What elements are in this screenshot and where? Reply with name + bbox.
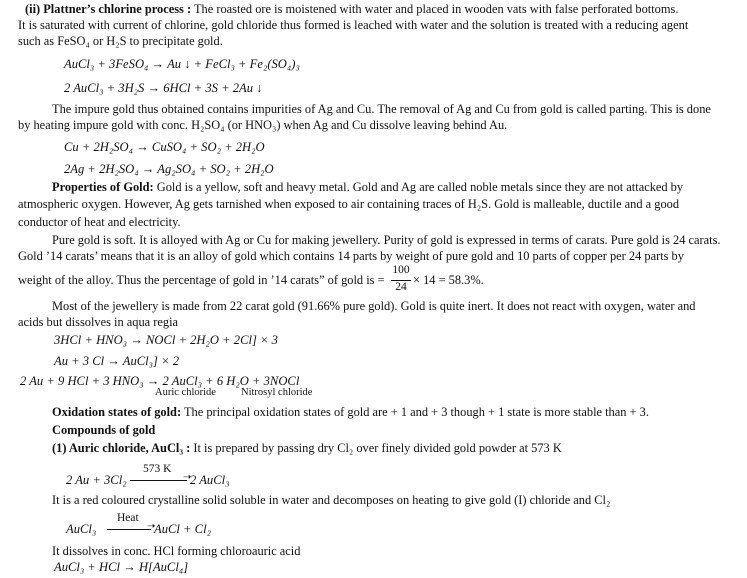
chloroauric-line: It dissolves in conc. HCl forming chloroauric acid [52, 544, 301, 558]
carat-line-2: Gold ’14 carats’ means that it is an alloy of gold which contains 14 parts by weight of pure gold and 10 parts of copper per 24 parts by [18, 249, 684, 263]
carat-line-3: weight of the alloy. Thus the percentage of gold in ’14 carats” of gold is = [18, 273, 385, 287]
plattner-text: The roasted ore is moistened with water and placed in wooden vats with false perforated bottoms. [193, 2, 679, 16]
properties-line-3: conductor of heat and electricity. [18, 215, 181, 229]
jewellery-line-2: acids but dissolves in aqua regia [18, 315, 179, 329]
equation-3: Cu + 2H₂SO₄ → CuSO₄ + SO₂ + 2H₂O [64, 140, 265, 154]
plattner-line-1 [25, 1, 678, 17]
equation-7: 2 Au + 9 HCl + 3 HNO₃ → 2 AuCl₃ + 6 H₂O + 3NOCl [20, 374, 300, 388]
carat-line-1: Pure gold is soft. It is alloyed with Ag or Cu for making jewellery. Purity of gold is expressed in terms of carats. Pure gold is 24 carats. [52, 233, 721, 247]
equation-8-left: 2 Au + 3Cl₂ [66, 473, 127, 487]
plattner-line-2: It is saturated with current of chlorine, gold chloride thus formed is leached with water and the solution is treated with a reducing agent [18, 18, 689, 32]
properties-line-2: atmospheric oxygen. However, Ag gets tarnished when exposed to air containing traces of H₂S. Gold is malleable, ductile and a good [18, 197, 680, 211]
oxidation-heading: Oxidation states of gold: [52, 405, 182, 419]
equation-6: Au + 3 Cl → AuCl₃] × 2 [54, 354, 180, 368]
equation-8-arrow-shaft [130, 480, 187, 481]
parting-line-2: by heating impure gold with conc. H₂SO₄ (or HNO₃) when Ag and Cu dissolve leaving behind Au. [18, 118, 508, 132]
equation-9-condition: Heat [117, 512, 139, 524]
oxidation-line [52, 404, 649, 420]
plattner-heading: (ii) Plattner’s chlorine process : [25, 2, 192, 16]
equation-8-arrow-head: ➝ [183, 472, 192, 483]
auric-chloride-text: It is prepared by passing dry Cl₂ over finely divided gold powder at 573 K [193, 441, 562, 455]
equation-4: 2Ag + 2H₂SO₄ → Ag₂SO₄ + SO₂ + 2H₂O [64, 162, 274, 176]
equation-10: AuCl₃ + HCl → H[AuCl₄] [54, 560, 189, 574]
equation-2: 2 AuCl₃ + 3H₂S → 6HCl + 3S + 2Au ↓ [64, 81, 263, 95]
auric-chloride-line [52, 440, 562, 456]
properties-text: Gold is a yellow, soft and heavy metal. Gold and Ag are called noble metals since they are not attacked by [156, 180, 684, 194]
equation-9-right: AuCl + Cl₂ [154, 522, 211, 536]
fraction-numerator: 100 [392, 264, 410, 276]
label-auric-chloride: Auric chloride [155, 387, 216, 398]
equation-9-arrow-head: ➝ [147, 521, 156, 532]
equation-8-condition: 573 K [143, 463, 172, 475]
oxidation-text: The principal oxidation states of gold are + 1 and + 3 though + 1 state is more stable than + 3. [183, 405, 649, 419]
equation-9-arrow-shaft [107, 529, 151, 530]
parting-line-1: The impure gold thus obtained contains impurities of Ag and Cu. The removal of Ag and Cu from gold is called parting. This is done [52, 102, 711, 116]
auric-chloride-properties: It is a red coloured crystalline solid soluble in water and decomposes on heating to give gold (I) chloride and Cl₂ [52, 493, 611, 507]
label-nitrosyl-chloride: Nitrosyl chloride [241, 387, 313, 398]
jewellery-line-1: Most of the jewellery is made from 22 carat gold (91.66% pure gold). Gold is quite inert. It does not react with oxygen, water and [52, 299, 696, 313]
equation-5: 3HCl + HNO₃ → NOCl + 2H₂O + 2Cl] × 3 [54, 333, 278, 347]
equation-1: AuCl₃ + 3FeSO₄ → Au ↓ + FeCl₃ + Fe₂(SO₄)₃ [64, 57, 300, 71]
carat-result: × 14 = 58.3%. [413, 273, 484, 287]
equation-8-right: 2 AuCl₃ [190, 473, 230, 487]
properties-heading: Properties of Gold: [52, 180, 154, 194]
fraction-denominator: 24 [395, 281, 407, 293]
properties-line-1 [52, 179, 683, 195]
equation-9-left: AuCl₃ [66, 522, 97, 536]
auric-chloride-heading: (1) Auric chloride, AuCl₃ : [52, 441, 191, 455]
plattner-line-3: such as FeSO₄ or H₂S to precipitate gold. [18, 34, 223, 48]
compounds-heading: Compounds of gold [52, 423, 156, 437]
